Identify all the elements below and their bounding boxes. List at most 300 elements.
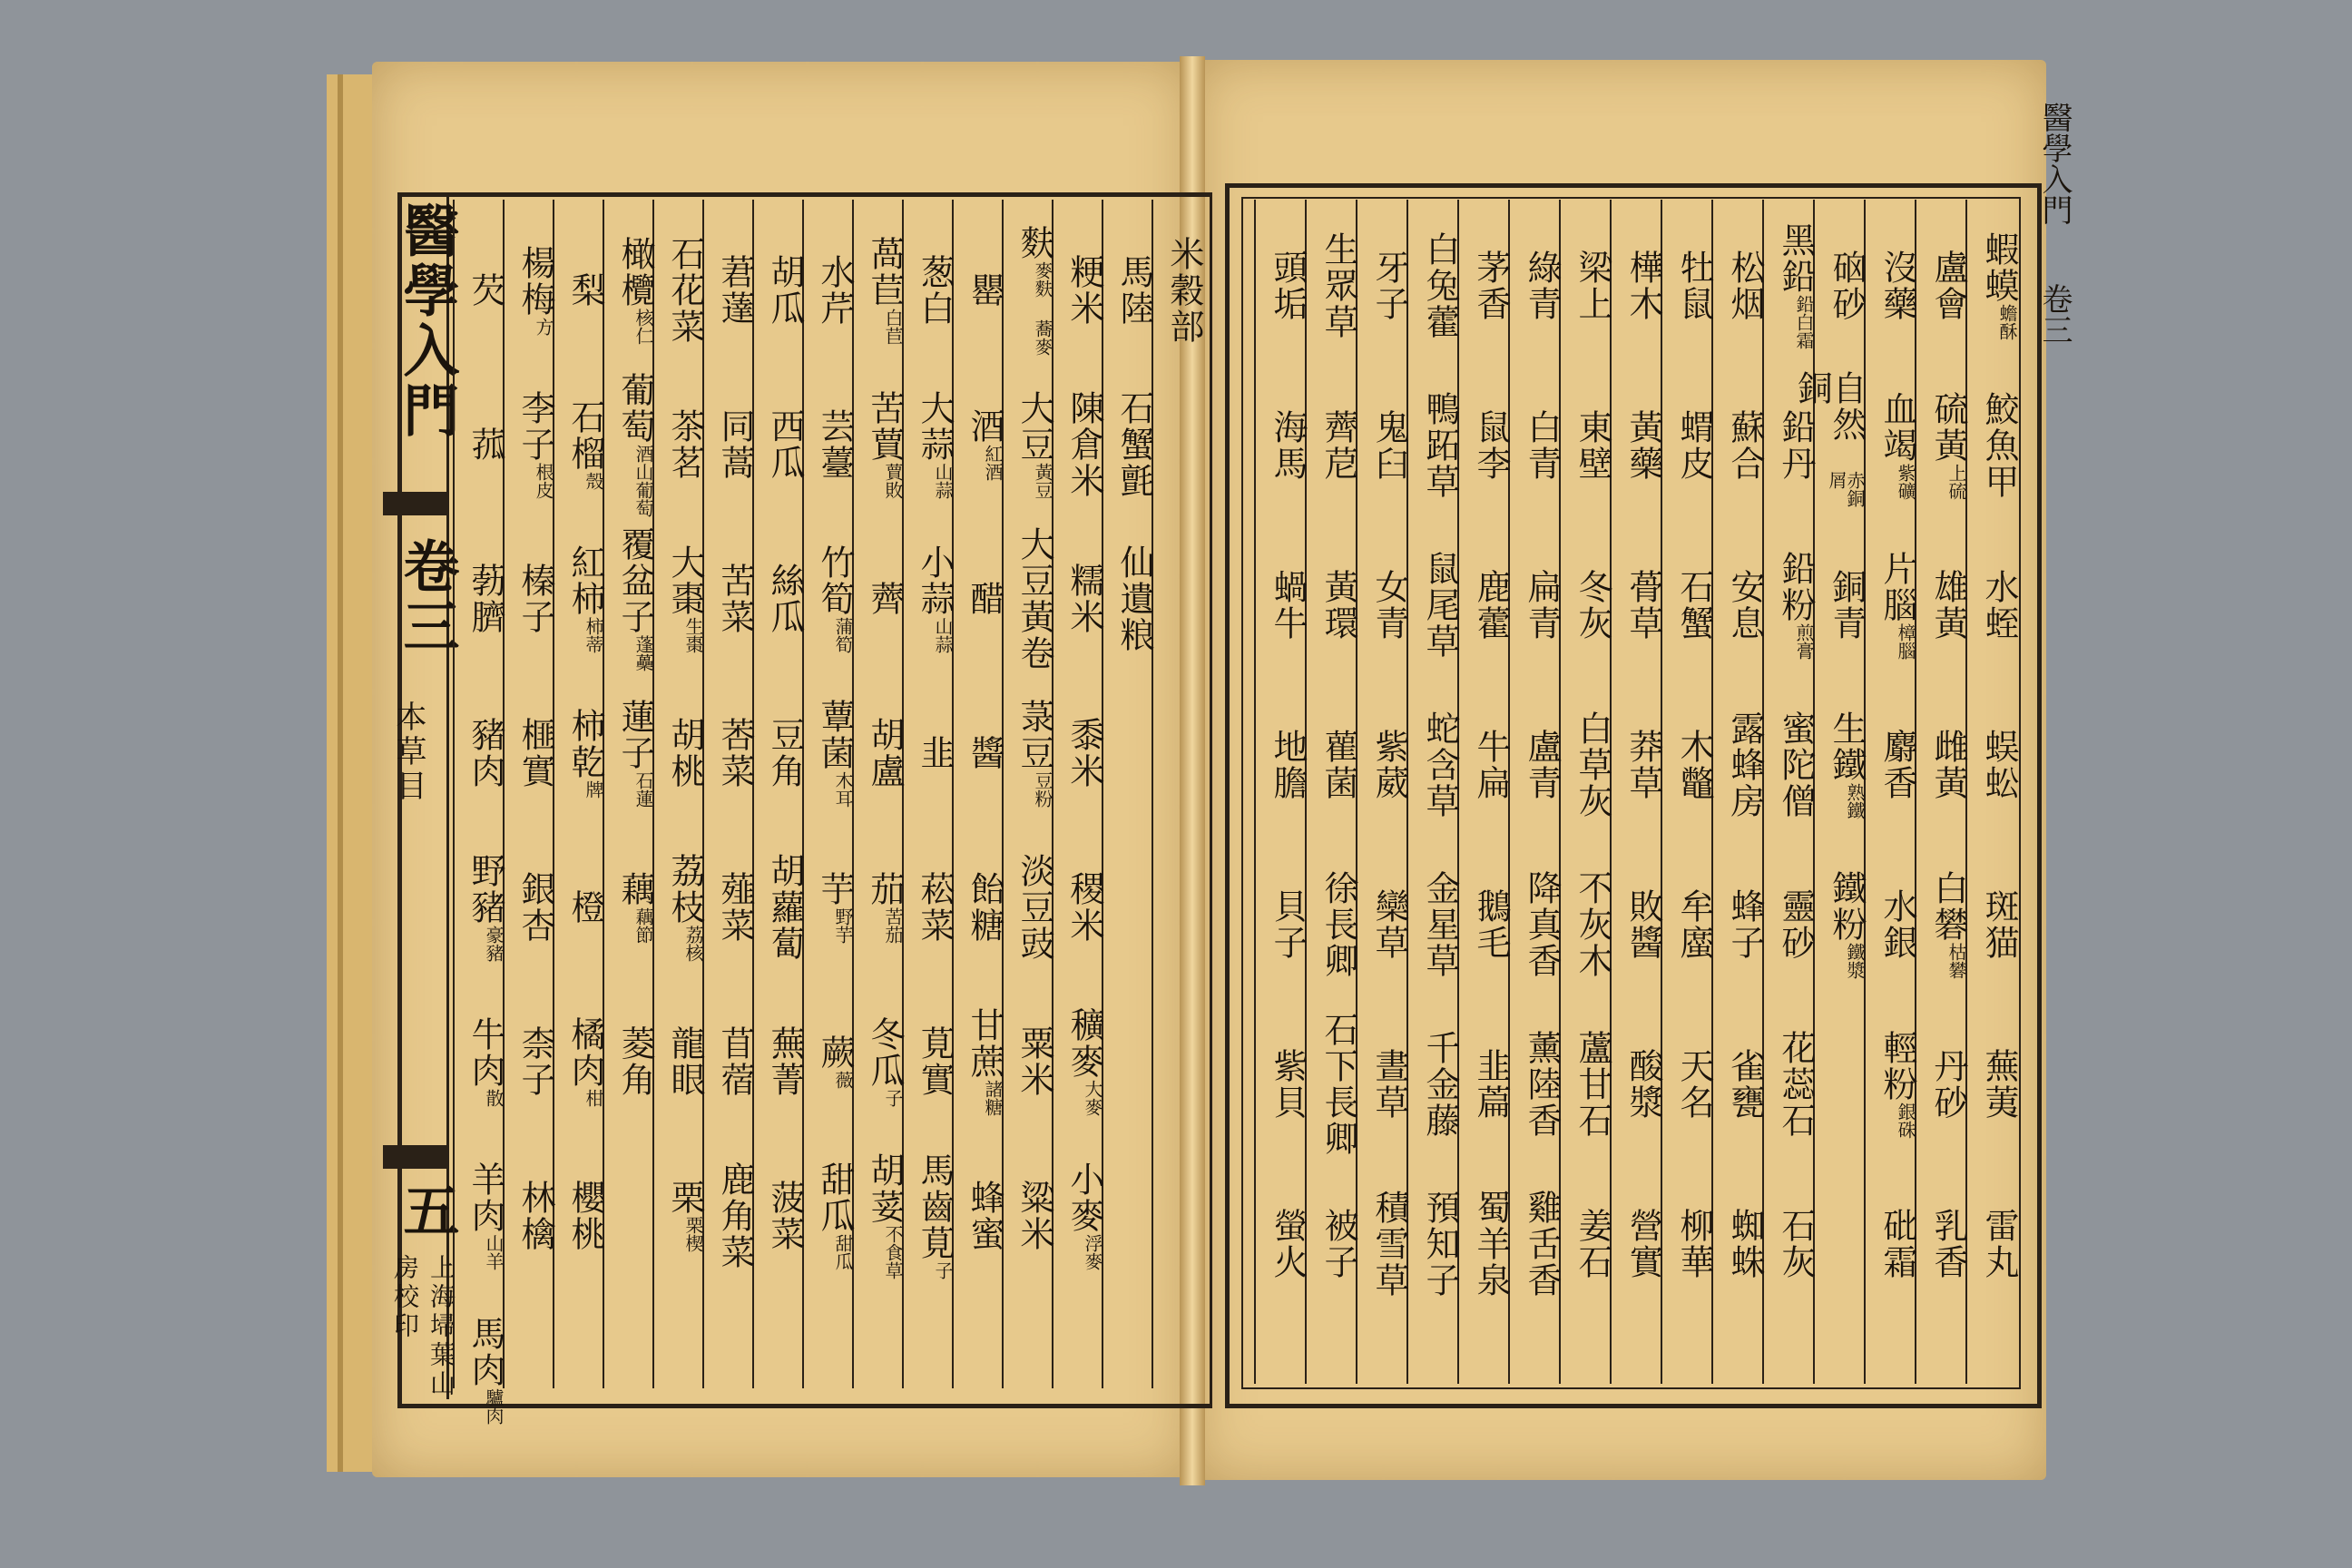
entry-text: 醬 (965, 735, 1004, 771)
entry-text: 東壁 (1573, 409, 1612, 482)
publisher-label: 上海埽葉山房校印 (390, 1254, 456, 1399)
text-column (1965, 200, 2019, 1384)
entry-text: 蕈菌 (815, 699, 855, 771)
entry-name (1866, 690, 1915, 840)
entry-name (904, 218, 955, 363)
entry-name (455, 989, 503, 1134)
entry-note: 山羊 (483, 1234, 505, 1270)
entry-text: 樺木 (1623, 250, 1663, 322)
book-title: 醫學入門 (394, 201, 460, 441)
entry-name (1004, 1143, 1052, 1289)
text-column (1661, 200, 1714, 1384)
entry-text: 血竭 (1877, 391, 1917, 464)
entry-name (954, 1143, 1002, 1289)
entry-text: 水蛭 (1979, 569, 2019, 642)
entry-text: 頭垢 (1268, 250, 1308, 322)
entry-name (804, 372, 855, 517)
text-column (1102, 200, 1152, 1388)
entry-name (604, 835, 655, 980)
entry-text: 蕪荑 (1979, 1048, 2019, 1121)
left-page-columns (448, 200, 1204, 1425)
entry-text: 自然銅 (1792, 370, 1867, 443)
entry-text: 積雪草 (1369, 1190, 1409, 1298)
entry-name (1510, 1169, 1562, 1319)
entry-text: 胡荽 (865, 1152, 905, 1225)
entry-name (804, 1143, 855, 1289)
entry-name (554, 372, 603, 517)
entry-name (1256, 849, 1308, 1000)
entry-name (804, 526, 855, 671)
entry-text: 蓮子 (615, 699, 655, 771)
entry-name (704, 526, 755, 671)
entry-text: 絲瓜 (765, 563, 805, 635)
entry-name (1561, 211, 1610, 361)
entry-text: 茶茗 (665, 408, 705, 481)
entry-name (1662, 849, 1714, 1000)
entry-name (1153, 218, 1204, 363)
entry-note: 黃豆 (1032, 463, 1054, 499)
text-column (553, 200, 603, 1388)
entry-note: 酒山葡萄 (632, 445, 654, 517)
entry-name (1866, 370, 1915, 521)
entry-text: 麩 (1014, 225, 1054, 261)
entry-text: 雀甕 (1725, 1048, 1765, 1121)
entry-name (1916, 1009, 1968, 1160)
entry-text: 覆盆子 (615, 526, 655, 635)
entry-name (1510, 1009, 1562, 1160)
entry-name (954, 989, 1002, 1134)
entry-text: 蜈蚣 (1979, 729, 2019, 801)
entry-name (1713, 370, 1765, 521)
entry-note: 枯礬 (1945, 943, 1967, 979)
entry-name (1459, 370, 1511, 521)
entry-text: 菱角 (615, 1025, 655, 1098)
entry-name (704, 1143, 755, 1289)
entry-text: 柳華 (1674, 1208, 1714, 1280)
entry-note: 栗楔 (682, 1216, 704, 1252)
entry-note: 樟腦 (1895, 623, 1916, 660)
entry-name (804, 218, 855, 363)
entry-name (654, 526, 705, 671)
entry-text: 木鼈 (1674, 729, 1714, 801)
entry-note: 紅酒 (982, 445, 1004, 481)
text-column (652, 200, 705, 1388)
entry-name (804, 835, 855, 980)
entry-text: 仙遺粮 (1114, 544, 1154, 653)
entry-text: 蜀羊泉 (1471, 1190, 1511, 1298)
entry-text: 鬼臼 (1369, 409, 1409, 482)
entry-text: 靈砂 (1776, 888, 1816, 961)
entry-name (505, 372, 553, 517)
entry-text: 薰陸香 (1522, 1030, 1562, 1139)
entry-note: 諸糖 (982, 1080, 1004, 1116)
entry-text: 鉛丹 (1776, 409, 1816, 482)
entry-text: 白青 (1522, 409, 1562, 482)
entry-name (1713, 1009, 1765, 1160)
entry-name (1612, 1169, 1661, 1319)
entry-text: 大豆黃卷 (1014, 526, 1054, 671)
entry-text: 甘蔗 (965, 1007, 1004, 1080)
entry-name (1967, 1169, 2019, 1319)
entry-name (1662, 530, 1714, 681)
entry-text: 盧會 (1928, 250, 1968, 322)
text-column (1915, 200, 1968, 1384)
entry-text: 菘菜 (915, 871, 955, 944)
entry-name (654, 835, 705, 980)
text-column (1305, 200, 1356, 1384)
entry-name (554, 989, 603, 1134)
entry-text: 蜘蛛 (1725, 1208, 1765, 1280)
entry-name (1357, 370, 1409, 521)
entry-name (854, 681, 905, 826)
entry-name (1103, 526, 1152, 671)
entry-name (1916, 530, 1968, 681)
entry-name (1256, 1009, 1308, 1160)
entry-name (455, 526, 503, 671)
entry-text: 稷米 (1064, 871, 1104, 944)
left-page-margin (383, 192, 460, 1399)
entry-name (1459, 1169, 1511, 1319)
entry-name (1459, 690, 1511, 840)
entry-note: 鐵漿 (1844, 943, 1866, 979)
entry-text: 沒藥 (1877, 250, 1917, 322)
entry-name (1103, 372, 1152, 517)
entry-name (904, 526, 955, 671)
entry-text: 羊肉 (466, 1161, 505, 1234)
entry-name (1713, 530, 1765, 681)
entry-text: 菉豆 (1014, 699, 1054, 771)
entry-name (1612, 530, 1661, 681)
entry-name (455, 218, 503, 363)
entry-note: 熟鐵 (1844, 783, 1866, 819)
entry-name (1612, 211, 1661, 361)
entry-name (1004, 218, 1052, 363)
text-column (1254, 200, 1308, 1384)
entry-name (1054, 835, 1102, 980)
entry-name (904, 681, 955, 826)
entry-text: 穬麥 (1064, 1007, 1104, 1080)
entry-name (1561, 370, 1610, 521)
entry-name (1307, 849, 1356, 1000)
entry-text: 黃環 (1318, 569, 1358, 642)
entry-name (1612, 370, 1661, 521)
entry-name (604, 989, 655, 1134)
section-label: 本草目 (390, 701, 426, 804)
entry-text: 雞舌香 (1522, 1190, 1562, 1298)
entry-text: 莕菜 (715, 717, 755, 789)
entry-name (754, 835, 805, 980)
entry-text: 欒草 (1369, 888, 1409, 961)
entry-note: 蕒敗 (882, 463, 904, 499)
entry-name (1764, 211, 1816, 361)
entry-note: 蓬蘽 (632, 635, 654, 671)
entry-name (1916, 1169, 1968, 1319)
entry-name (1713, 211, 1765, 361)
entry-name (1662, 370, 1714, 521)
entry-text: 罌 (965, 272, 1004, 309)
entry-text: 大蒜 (915, 390, 955, 463)
entry-text: 硇砂 (1827, 250, 1867, 322)
entry-text: 鴨跖草 (1420, 391, 1460, 500)
entry-text: 芸薹 (815, 408, 855, 481)
entry-name (455, 372, 503, 517)
entry-name (604, 372, 655, 517)
fish-tail-mark-lower (383, 1145, 446, 1169)
entry-text: 片腦 (1877, 551, 1917, 623)
entry-name (1561, 690, 1610, 840)
entry-text: 栗 (665, 1180, 705, 1216)
entry-text: 粱米 (1014, 1180, 1054, 1252)
entry-text: 胡盧 (865, 717, 905, 789)
entry-name (854, 835, 905, 980)
entry-text: 地膽 (1268, 729, 1308, 801)
entry-name (455, 681, 503, 826)
entry-name (1662, 211, 1714, 361)
entry-name (854, 218, 905, 363)
entry-note: 殼 (583, 472, 604, 490)
entry-name (1459, 849, 1511, 1000)
entry-name (904, 372, 955, 517)
entry-text: 龍眼 (665, 1025, 705, 1098)
entry-name (1357, 530, 1409, 681)
entry-name (1459, 1009, 1511, 1160)
entry-text: 藕 (615, 871, 655, 907)
entry-text: 大豆 (1014, 390, 1054, 463)
entry-text: 降真香 (1522, 870, 1562, 979)
entry-note: 藕節 (632, 907, 654, 944)
entry-name (1307, 690, 1356, 840)
entry-text: 李子 (515, 390, 555, 463)
entry-name (1967, 690, 2019, 840)
entry-name (804, 681, 855, 826)
entry-name (854, 372, 905, 517)
entry-name (1054, 1143, 1102, 1289)
entry-text: 橙 (565, 889, 605, 926)
entry-note: 銀硃 (1895, 1102, 1916, 1139)
entry-note: 薇 (832, 1071, 854, 1089)
entry-text: 蜂蜜 (965, 1180, 1004, 1252)
entry-name (554, 526, 603, 671)
entry-name (904, 989, 955, 1134)
entry-text: 生鐵 (1827, 710, 1867, 783)
entry-text: 雄黃 (1928, 569, 1968, 642)
entry-name (554, 681, 603, 826)
entry-name (1612, 690, 1661, 840)
entry-note: 紫礦 (1895, 464, 1916, 500)
entry-text: 馬肉 (466, 1316, 505, 1388)
entry-note: 蒲筍 (832, 617, 854, 653)
entry-name (554, 1143, 603, 1289)
entry-name (1408, 1009, 1460, 1160)
text-column (1356, 200, 1409, 1384)
entry-name (1967, 1009, 2019, 1160)
entry-name (1408, 530, 1460, 681)
entry-text: 薺苨 (1318, 409, 1358, 482)
entry-note: 甜瓜 (832, 1234, 854, 1270)
entry-text: 葡萄 (615, 372, 655, 445)
entry-text: 荔枝 (665, 853, 705, 926)
entry-name (1916, 370, 1968, 521)
entry-text: 姜石 (1573, 1208, 1612, 1280)
entry-note: 野芋 (832, 907, 854, 944)
entry-name (1967, 370, 2019, 521)
entry-note: 大麥 (1082, 1080, 1103, 1116)
entry-text: 花蕊石 (1776, 1030, 1816, 1139)
entry-name (1004, 372, 1052, 517)
entry-text: 葧臍 (466, 563, 505, 635)
entry-name (654, 372, 705, 517)
right-page-margin (2033, 102, 2073, 1399)
text-column (902, 200, 955, 1388)
entry-text: 苜蓿 (715, 1025, 755, 1098)
entry-name (1307, 370, 1356, 521)
entry-text: 安息 (1725, 569, 1765, 642)
entry-name (1408, 849, 1460, 1000)
entry-text: 紫葳 (1369, 729, 1409, 801)
entry-text: 白兔藿 (1420, 231, 1460, 340)
entry-note: 浮麥 (1082, 1234, 1103, 1270)
entry-text: 粟米 (1014, 1025, 1054, 1098)
entry-text: 葱白 (915, 254, 955, 327)
entry-name (754, 372, 805, 517)
entry-name (1815, 849, 1867, 1000)
entry-text: 柰子 (515, 1025, 555, 1098)
entry-name (1510, 370, 1562, 521)
entry-name (1357, 211, 1409, 361)
entry-text: 石蟹 (1674, 569, 1714, 642)
entry-text: 石灰 (1776, 1208, 1816, 1280)
entry-text: 石蟹氈 (1114, 390, 1154, 499)
entry-text: 鼠李 (1471, 409, 1511, 482)
entry-name (954, 835, 1002, 980)
entry-name (1256, 370, 1308, 521)
entry-note: 石蓮 (632, 771, 654, 808)
entry-text: 野豬 (466, 853, 505, 926)
entry-name (1307, 211, 1356, 361)
entry-text: 橄欖 (615, 236, 655, 309)
entry-name (1561, 1009, 1610, 1160)
entry-text: 冬灰 (1573, 569, 1612, 642)
entry-text: 牙子 (1369, 250, 1409, 322)
entry-text: 雷丸 (1979, 1208, 2019, 1280)
entry-text: 丹砂 (1928, 1048, 1968, 1121)
entry-name (1561, 530, 1610, 681)
entry-text: 徐長卿 (1318, 870, 1358, 979)
entry-text: 露蜂房 (1725, 710, 1765, 819)
entry-name (455, 1143, 503, 1289)
entry-name (1612, 849, 1661, 1000)
entry-name (1866, 530, 1915, 681)
entry-note: 牌 (583, 780, 604, 799)
entry-text: 水銀 (1877, 888, 1917, 961)
entry-name (1662, 690, 1714, 840)
entry-name (455, 1298, 503, 1443)
entry-name (1408, 690, 1460, 840)
page-number: 五 (394, 1181, 460, 1241)
entry-name (1307, 1009, 1356, 1160)
entry-name (1561, 1169, 1610, 1319)
entry-name (1916, 690, 1968, 840)
entry-text: 鼠尾草 (1420, 551, 1460, 660)
entry-text: 蝦蟆 (1979, 231, 2019, 304)
entry-note: 赤銅屑 (1826, 470, 1866, 507)
entry-text: 苦菜 (715, 563, 755, 635)
entry-text: 盧青 (1522, 729, 1562, 801)
entry-name (1815, 530, 1867, 681)
entry-text: 天名 (1674, 1048, 1714, 1121)
right-page-columns (1243, 200, 2019, 1384)
fish-tail-mark (383, 492, 446, 515)
entry-text: 薤菜 (715, 871, 755, 944)
entry-text: 石花菜 (665, 236, 705, 345)
entry-name (654, 1143, 705, 1289)
text-column (1002, 200, 1052, 1388)
entry-name (1256, 211, 1308, 361)
entry-text: 蕪菁 (765, 1025, 805, 1098)
entry-text: 貝子 (1268, 888, 1308, 961)
entry-note: 方 (533, 318, 554, 336)
entry-text: 黃藥 (1623, 409, 1663, 482)
entry-name (1866, 1009, 1915, 1160)
entry-text: 米穀部 (1164, 236, 1204, 345)
entry-text: 蘆甘石 (1573, 1030, 1612, 1139)
entry-text: 梨 (565, 272, 605, 309)
entry-note: 柑 (583, 1089, 604, 1107)
entry-name (1510, 211, 1562, 361)
entry-text: 綠青 (1522, 250, 1562, 322)
entry-text: 牛扁 (1471, 729, 1511, 801)
entry-text: 金星草 (1420, 870, 1460, 979)
entry-text: 蜜陀僧 (1776, 710, 1816, 819)
entry-name (604, 526, 655, 671)
text-column (603, 200, 655, 1388)
entry-note: 白苣 (882, 309, 904, 345)
entry-text: 螢火 (1268, 1208, 1308, 1280)
entry-text: 櫻桃 (565, 1180, 605, 1252)
entry-note: 木耳 (832, 771, 854, 808)
entry-text: 不灰木 (1573, 870, 1612, 979)
entry-name (1004, 989, 1052, 1134)
text-column (1864, 200, 1915, 1384)
entry-name (1408, 1169, 1460, 1319)
entry-note: 山蒜 (932, 463, 954, 499)
entry-name (1764, 370, 1816, 521)
entry-text: 酸漿 (1623, 1048, 1663, 1121)
entry-text: 林檎 (515, 1180, 555, 1252)
entry-text: 蛇含草 (1420, 710, 1460, 819)
entry-name (704, 218, 755, 363)
entry-text: 乳香 (1928, 1208, 1968, 1280)
entry-name (1357, 849, 1409, 1000)
entry-name (704, 681, 755, 826)
entry-text: 牛肉 (466, 1016, 505, 1089)
entry-name (1713, 849, 1765, 1000)
entry-note: 生棗 (682, 617, 704, 653)
entry-text: 蝸牛 (1268, 569, 1308, 642)
entry-name (704, 835, 755, 980)
entry-name (1307, 530, 1356, 681)
entry-name (1815, 211, 1867, 361)
entry-name (1408, 370, 1460, 521)
entry-text: 牟䗪 (1674, 888, 1714, 961)
entry-name (1256, 690, 1308, 840)
entry-text: 莽草 (1623, 729, 1663, 801)
entry-text: 銅青 (1827, 569, 1867, 642)
entry-note: 核仁 (632, 309, 654, 345)
text-column (1610, 200, 1661, 1384)
entry-name (1764, 530, 1816, 681)
entry-text: 芋 (815, 871, 855, 907)
